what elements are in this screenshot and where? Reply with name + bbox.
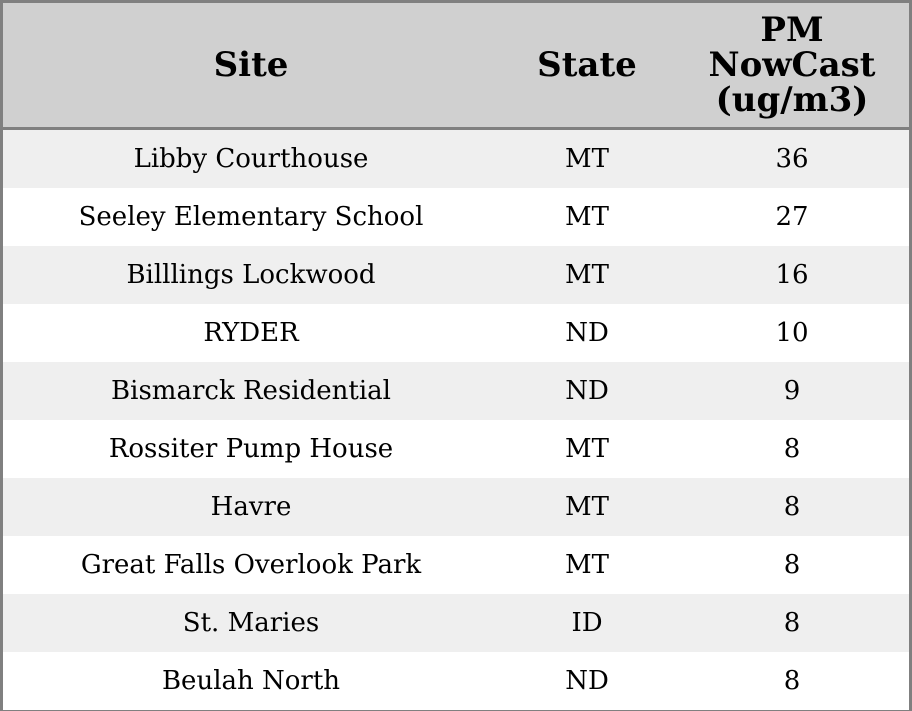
header-pm-line-1: PM <box>760 9 824 50</box>
cell-pm: 10 <box>675 304 909 362</box>
header-pm-line-2: NowCast <box>708 44 876 85</box>
cell-site: Beulah North <box>3 652 499 710</box>
header-site: Site <box>3 3 499 129</box>
cell-site: RYDER <box>3 304 499 362</box>
cell-site: Great Falls Overlook Park <box>3 536 499 594</box>
cell-pm: 9 <box>675 362 909 420</box>
cell-state: ND <box>499 362 675 420</box>
cell-state: ID <box>499 594 675 652</box>
header-pm-line-3: (ug/m3) <box>715 79 869 120</box>
cell-state: MT <box>499 129 675 189</box>
table-row <box>3 188 909 246</box>
table-row <box>3 652 909 710</box>
cell-site: Rossiter Pump House <box>3 420 499 478</box>
cell-pm: 8 <box>675 594 909 652</box>
cell-state: MT <box>499 188 675 246</box>
cell-state: MT <box>499 478 675 536</box>
cell-state: MT <box>499 246 675 304</box>
cell-site: Havre <box>3 478 499 536</box>
cell-pm: 8 <box>675 420 909 478</box>
header-pm-nowcast <box>675 3 909 129</box>
table-row <box>3 304 909 362</box>
table-row <box>3 362 909 420</box>
cell-state: ND <box>499 652 675 710</box>
table-row <box>3 478 909 536</box>
cell-site: Libby Courthouse <box>3 129 499 189</box>
cell-state: ND <box>499 304 675 362</box>
cell-pm: 8 <box>675 478 909 536</box>
pm-nowcast-table <box>3 3 909 710</box>
cell-state: MT <box>499 536 675 594</box>
cell-site: St. Maries <box>3 594 499 652</box>
cell-pm: 27 <box>675 188 909 246</box>
cell-state: MT <box>499 420 675 478</box>
cell-pm: 16 <box>675 246 909 304</box>
cell-pm: 8 <box>675 652 909 710</box>
table-row <box>3 129 909 189</box>
cell-site: Bismarck Residential <box>3 362 499 420</box>
cell-site: Billlings Lockwood <box>3 246 499 304</box>
table-row <box>3 420 909 478</box>
table-row <box>3 594 909 652</box>
header-state: State <box>499 3 675 129</box>
header-row <box>3 3 909 129</box>
table-row <box>3 246 909 304</box>
cell-pm: 36 <box>675 129 909 189</box>
cell-pm: 8 <box>675 536 909 594</box>
table-row <box>3 536 909 594</box>
cell-site: Seeley Elementary School <box>3 188 499 246</box>
